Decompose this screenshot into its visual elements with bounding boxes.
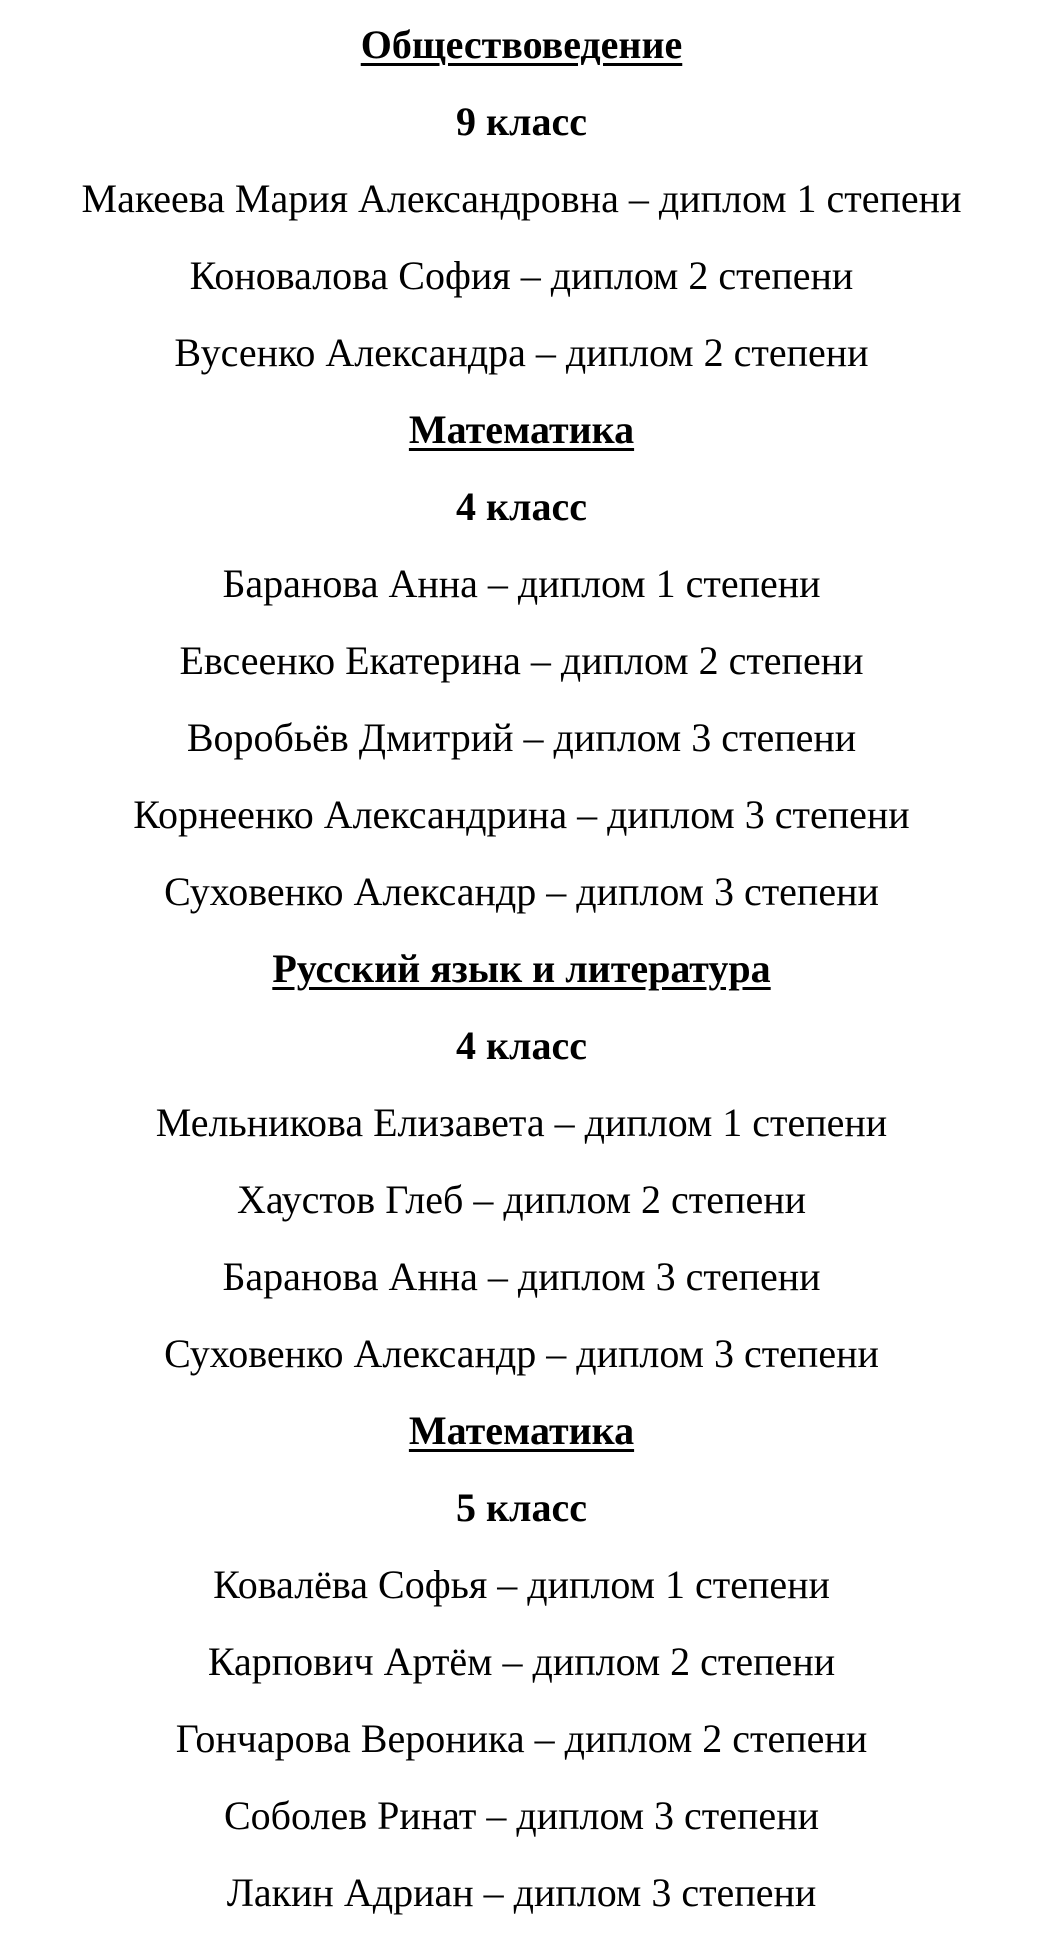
award-entry: Мельникова Елизавета – диплом 1 степени (155, 1100, 888, 1145)
award-entry: Вусенко Александра – диплом 2 степени (174, 330, 869, 375)
award-entry: Баранова Анна – диплом 3 степени (222, 1254, 821, 1299)
award-entry: Суховенко Александр – диплом 3 степени (164, 1331, 879, 1376)
subject-heading: Математика (408, 407, 635, 452)
section-russian-language (0, 930, 1043, 1392)
award-entry: Евсеенко Екатерина – диплом 2 степени (179, 638, 864, 683)
award-entry: Воробьёв Дмитрий – диплом 3 степени (186, 715, 857, 760)
award-entry: Лакин Адриан – диплом 3 степени (226, 1870, 817, 1915)
section-social-studies (0, 6, 1043, 391)
subject-heading: Русский язык и литература (272, 946, 771, 991)
subject-heading: Обществоведение (360, 22, 683, 67)
award-entry: Макеева Мария Александровна – диплом 1 степени (81, 176, 962, 221)
grade-heading: 5 класс (456, 1485, 587, 1530)
section-math-grade-5 (0, 1392, 1043, 1931)
award-entry: Соболев Ринат – диплом 3 степени (224, 1793, 819, 1838)
award-entry: Суховенко Александр – диплом 3 степени (164, 869, 879, 914)
subject-heading: Математика (408, 1408, 635, 1453)
award-entry: Ковалёва Софья – диплом 1 степени (213, 1562, 830, 1607)
award-entry: Хаустов Глеб – диплом 2 степени (236, 1177, 807, 1222)
award-entry: Коновалова София – диплом 2 степени (189, 253, 854, 298)
award-entry: Баранова Анна – диплом 1 степени (222, 561, 821, 606)
award-entry: Карпович Артём – диплом 2 степени (207, 1639, 836, 1684)
grade-heading: 4 класс (456, 1023, 587, 1068)
grade-heading: 4 класс (456, 484, 587, 529)
award-entry: Корнеенко Александрина – диплом 3 степени (133, 792, 910, 837)
grade-heading: 9 класс (456, 99, 587, 144)
award-entry: Гончарова Вероника – диплом 2 степени (175, 1716, 868, 1761)
section-math-grade-4 (0, 391, 1043, 930)
